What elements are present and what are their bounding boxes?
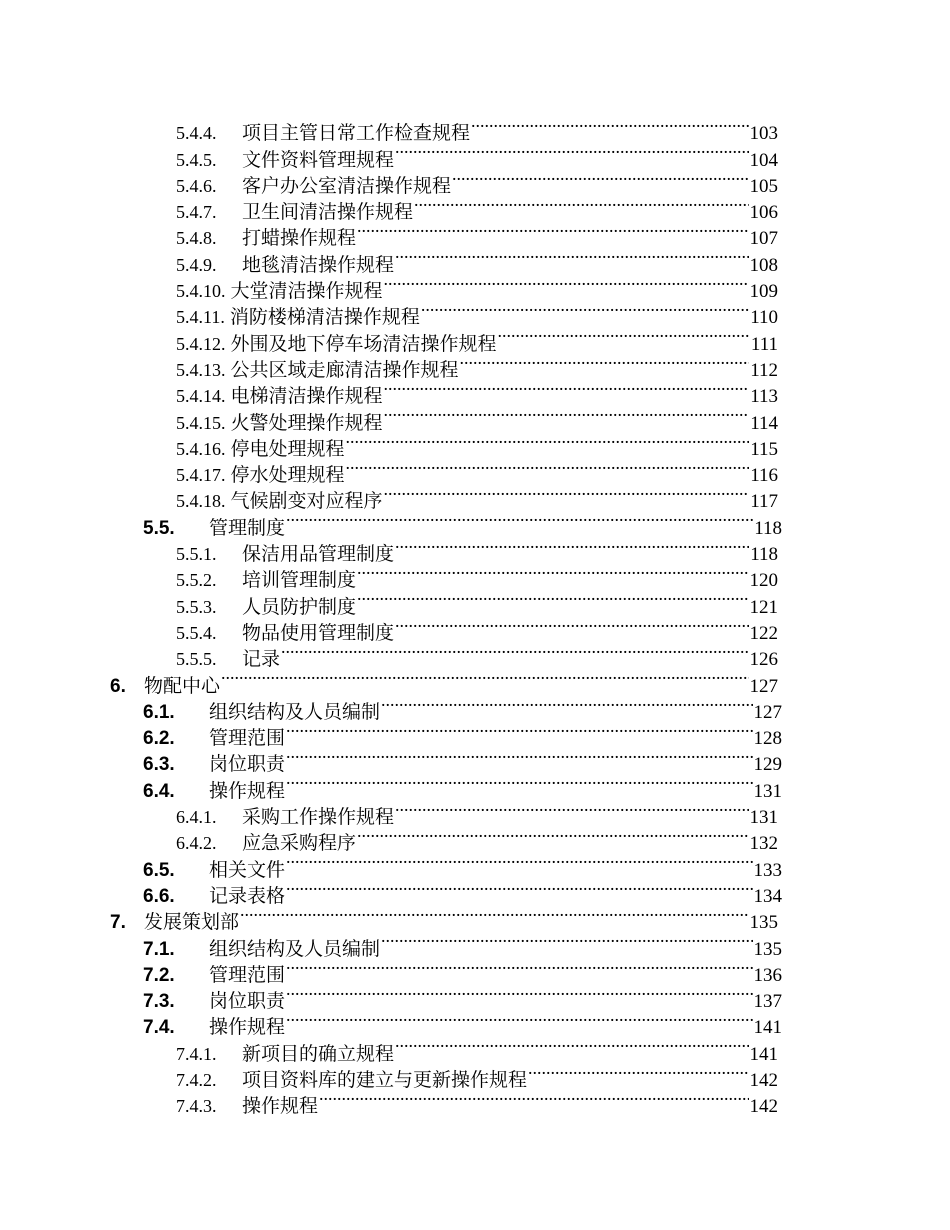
toc-entry-page-number: 107 [749, 228, 778, 250]
toc-entry-title: 气候剧变对应程序 [230, 491, 383, 513]
toc-entry-title: 管理范围 [209, 964, 286, 986]
toc-entry-page-number: 122 [749, 622, 778, 644]
dot-leader [381, 692, 752, 718]
toc-entry[interactable] [0, 271, 778, 303]
toc-entry-number: 5.4.18. [176, 491, 226, 512]
toc-entry[interactable] [0, 823, 778, 855]
toc-entry-page-number: 135 [749, 912, 778, 934]
toc-entry-number: 5.4.17. [176, 465, 226, 486]
dot-leader [528, 1060, 748, 1086]
toc-entry[interactable] [0, 902, 778, 934]
toc-entry-title: 地毯清洁操作规程 [242, 254, 395, 276]
toc-entry-title: 操作规程 [209, 1017, 286, 1039]
dot-leader [395, 613, 748, 639]
toc-entry-page-number: 116 [750, 465, 778, 487]
toc-entry-page-number: 121 [749, 596, 778, 618]
toc-entry[interactable] [0, 744, 782, 776]
toc-entry[interactable] [0, 113, 778, 145]
toc-entry-page-number: 133 [753, 859, 782, 881]
toc-entry-title: 物品使用管理制度 [242, 622, 395, 644]
toc-entry-number: 5.4.13. [176, 359, 226, 380]
toc-entry[interactable] [0, 586, 778, 618]
toc-entry-number: 5.4.10. [176, 281, 226, 302]
toc-entry-title: 客户办公室清洁操作规程 [242, 175, 452, 197]
toc-entry-title: 人员防护制度 [242, 596, 357, 618]
toc-entry-title: 岗位职责 [209, 991, 286, 1013]
toc-entry-number: 5.4.6. [176, 175, 217, 196]
toc-entry[interactable] [0, 244, 778, 276]
toc-entry-number: 6.4.2. [176, 833, 217, 854]
dot-leader [395, 797, 748, 823]
toc-entry-page-number: 142 [749, 1069, 778, 1091]
toc-entry-number: 5.4.16. [176, 438, 226, 459]
toc-entry-number: 7.4.1. [176, 1043, 217, 1064]
dot-leader [421, 297, 749, 323]
toc-entry-title: 物配中心 [144, 675, 221, 697]
toc-entry-page-number: 141 [753, 1017, 782, 1039]
toc-entry-page-number: 127 [749, 675, 778, 697]
dot-leader [357, 823, 748, 849]
toc-entry-page-number: 134 [753, 885, 782, 907]
toc-entry-number: 6.4. [143, 780, 175, 802]
dot-leader [286, 1007, 752, 1033]
toc-entry-title: 保洁用品管理制度 [242, 544, 395, 566]
toc-entry-page-number: 137 [753, 991, 782, 1013]
toc-entry-page-number: 117 [750, 491, 778, 513]
toc-entry-page-number: 114 [750, 412, 778, 434]
toc-entry[interactable] [0, 323, 778, 355]
toc-entry-page-number: 131 [749, 807, 778, 829]
toc-entry[interactable] [0, 692, 782, 723]
dot-leader [286, 876, 752, 902]
toc-entry-page-number: 126 [749, 649, 778, 671]
toc-entry-number: 5.4.14. [176, 386, 226, 407]
toc-entry-page-number: 136 [753, 964, 782, 986]
toc-entry[interactable] [0, 481, 778, 513]
toc-entry-page-number: 131 [753, 780, 782, 802]
dot-leader [471, 113, 748, 139]
toc-entry[interactable] [0, 166, 778, 197]
toc-entry-title: 火警处理操作规程 [230, 412, 383, 434]
toc-entry-title: 管理范围 [209, 728, 286, 750]
dot-leader [346, 455, 750, 481]
toc-entry-number: 7.3. [143, 991, 175, 1013]
toc-entry-title: 项目资料库的建立与更新操作规程 [242, 1069, 528, 1091]
dot-leader [286, 507, 753, 533]
dot-leader [395, 1033, 748, 1059]
dot-leader [319, 1086, 748, 1112]
dot-leader [381, 928, 752, 954]
dot-leader [286, 955, 752, 981]
toc-entry-number: 6.3. [143, 754, 175, 776]
toc-entry-page-number: 141 [749, 1043, 778, 1065]
toc-entry-number: 5.5. [143, 517, 175, 539]
toc-entry-page-number: 108 [749, 254, 778, 276]
dot-leader [395, 244, 748, 270]
toc-entry-page-number: 135 [753, 938, 782, 960]
toc-entry-title: 操作规程 [209, 780, 286, 802]
toc-entry-number: 5.4.5. [176, 149, 217, 170]
toc-entry-page-number: 104 [749, 149, 778, 171]
toc-entry[interactable] [0, 1007, 782, 1039]
dot-leader [357, 560, 748, 586]
toc-entry[interactable] [0, 876, 782, 907]
toc-entry-page-number: 118 [750, 544, 778, 566]
toc-entry-number: 6.2. [143, 728, 175, 750]
toc-entry[interactable] [0, 139, 778, 171]
toc-entry-title: 公共区域走廊清洁操作规程 [230, 359, 459, 381]
toc-entry-number: 5.5.3. [176, 596, 217, 617]
toc-entry[interactable] [0, 1033, 778, 1065]
toc-entry[interactable] [0, 1060, 778, 1091]
toc-entry-number: 5.5.1. [176, 544, 217, 565]
toc-entry[interactable] [0, 955, 782, 986]
toc-entry-number: 6.1. [143, 701, 175, 723]
toc-entry-number: 5.5.2. [176, 570, 217, 591]
toc-entry-number: 6.4.1. [176, 807, 217, 828]
toc-entry-title: 组织结构及人员编制 [209, 701, 381, 723]
dot-leader [395, 534, 749, 560]
toc-entry-title: 应急采购程序 [242, 833, 357, 855]
toc-entry-page-number: 129 [753, 754, 782, 776]
toc-entry-number: 5.5.5. [176, 649, 217, 670]
toc-entry[interactable] [0, 613, 778, 644]
toc-entry-number: 7.1. [143, 938, 175, 960]
toc-entry[interactable] [0, 297, 778, 329]
toc-entry-page-number: 110 [750, 307, 778, 329]
toc-entry-number: 6.5. [143, 859, 175, 881]
dot-leader [384, 402, 750, 428]
toc-entry[interactable] [0, 350, 778, 381]
toc-entry-title: 停水处理规程 [230, 465, 345, 487]
toc-entry-page-number: 109 [749, 281, 778, 303]
toc-entry-page-number: 113 [750, 386, 778, 408]
toc-entry-number: 5.4.8. [176, 228, 217, 249]
toc-entry[interactable] [0, 218, 778, 250]
dot-leader [414, 192, 748, 218]
dot-leader [384, 271, 749, 297]
toc-entry-title: 停电处理规程 [230, 438, 345, 460]
toc-entry-page-number: 111 [750, 333, 778, 355]
toc-entry-number: 7.2. [143, 964, 175, 986]
toc-entry-page-number: 112 [750, 359, 778, 381]
toc-entry-number: 7. [110, 912, 126, 934]
toc-entry-page-number: 103 [749, 123, 778, 145]
toc-entry-page-number: 105 [749, 175, 778, 197]
toc-entry[interactable] [0, 376, 778, 408]
toc-entry[interactable] [0, 429, 778, 460]
toc-entry-page-number: 118 [754, 517, 782, 539]
dot-leader [286, 770, 752, 796]
toc-entry[interactable] [0, 797, 778, 829]
toc-entry[interactable] [0, 192, 778, 224]
toc-entry-page-number: 120 [749, 570, 778, 592]
dot-leader [281, 639, 748, 665]
toc-entry[interactable] [0, 1086, 778, 1118]
toc-entry-title: 新项目的确立规程 [242, 1043, 395, 1065]
toc-entry[interactable] [0, 507, 782, 539]
toc-entry-number: 5.4.15. [176, 412, 226, 433]
toc-entry[interactable] [0, 665, 778, 697]
dot-leader [498, 323, 750, 349]
toc-entry[interactable] [0, 639, 778, 671]
toc-entry[interactable] [0, 770, 782, 802]
toc-entry[interactable] [0, 849, 782, 881]
toc-entry-number: 5.4.4. [176, 123, 217, 144]
toc-entry-page-number: 128 [753, 728, 782, 750]
dot-leader [357, 218, 748, 244]
toc-entry-number: 6.6. [143, 885, 175, 907]
dot-leader [460, 350, 750, 376]
toc-entry-number: 5.4.7. [176, 202, 217, 223]
dot-leader [286, 849, 752, 875]
toc-entry-title: 电梯清洁操作规程 [230, 386, 383, 408]
toc-entry-title: 组织结构及人员编制 [209, 938, 381, 960]
toc-entry-title: 操作规程 [242, 1096, 319, 1118]
toc-entry-title: 采购工作操作规程 [242, 807, 395, 829]
dot-leader [240, 902, 748, 928]
toc-entry-title: 文件资料管理规程 [242, 149, 395, 171]
toc-entry-title: 记录表格 [209, 885, 286, 907]
dot-leader [384, 481, 750, 507]
toc-entry-title: 项目主管日常工作检查规程 [242, 123, 471, 145]
dot-leader [286, 981, 752, 1007]
toc-entry-title: 消防楼梯清洁操作规程 [229, 307, 420, 329]
toc-entry-number: 6. [110, 675, 126, 697]
toc-entry-title: 管理制度 [209, 517, 286, 539]
toc-entry-title: 培训管理制度 [242, 570, 357, 592]
toc-entry[interactable] [0, 718, 782, 750]
toc-entry-title: 相关文件 [209, 859, 286, 881]
table-of-contents [0, 113, 950, 1118]
dot-leader [395, 139, 748, 165]
toc-entry[interactable] [0, 928, 782, 960]
toc-entry-page-number: 127 [753, 701, 782, 723]
toc-entry-number: 5.4.11. [176, 307, 225, 328]
toc-entry-number: 7.4.3. [176, 1096, 217, 1117]
toc-entry-title: 发展策划部 [144, 912, 240, 934]
toc-entry[interactable] [0, 560, 778, 592]
toc-entry-number: 5.5.4. [176, 622, 217, 643]
dot-leader [346, 429, 750, 455]
toc-entry[interactable] [0, 534, 778, 566]
toc-entry-title: 大堂清洁操作规程 [230, 281, 383, 303]
toc-entry-number: 5.4.12. [176, 333, 226, 354]
toc-entry-number: 7.4. [143, 1017, 175, 1039]
dot-leader [357, 586, 748, 612]
dot-leader [286, 744, 752, 770]
toc-entry[interactable] [0, 455, 778, 487]
dot-leader [384, 376, 750, 402]
toc-entry[interactable] [0, 981, 782, 1013]
toc-entry-title: 打蜡操作规程 [242, 228, 357, 250]
dot-leader [452, 166, 748, 192]
toc-entry-title: 卫生间清洁操作规程 [242, 202, 414, 224]
toc-entry-title: 记录 [242, 649, 281, 671]
toc-entry-page-number: 106 [749, 202, 778, 224]
dot-leader [221, 665, 748, 691]
toc-entry-page-number: 142 [749, 1096, 778, 1118]
toc-entry-page-number: 115 [750, 438, 778, 460]
dot-leader [286, 718, 752, 744]
toc-entry-title: 岗位职责 [209, 754, 286, 776]
toc-entry-title: 外围及地下停车场清洁操作规程 [230, 333, 497, 355]
toc-entry[interactable] [0, 402, 778, 434]
toc-entry-number: 7.4.2. [176, 1069, 217, 1090]
toc-entry-page-number: 132 [749, 833, 778, 855]
toc-entry-number: 5.4.9. [176, 254, 217, 275]
